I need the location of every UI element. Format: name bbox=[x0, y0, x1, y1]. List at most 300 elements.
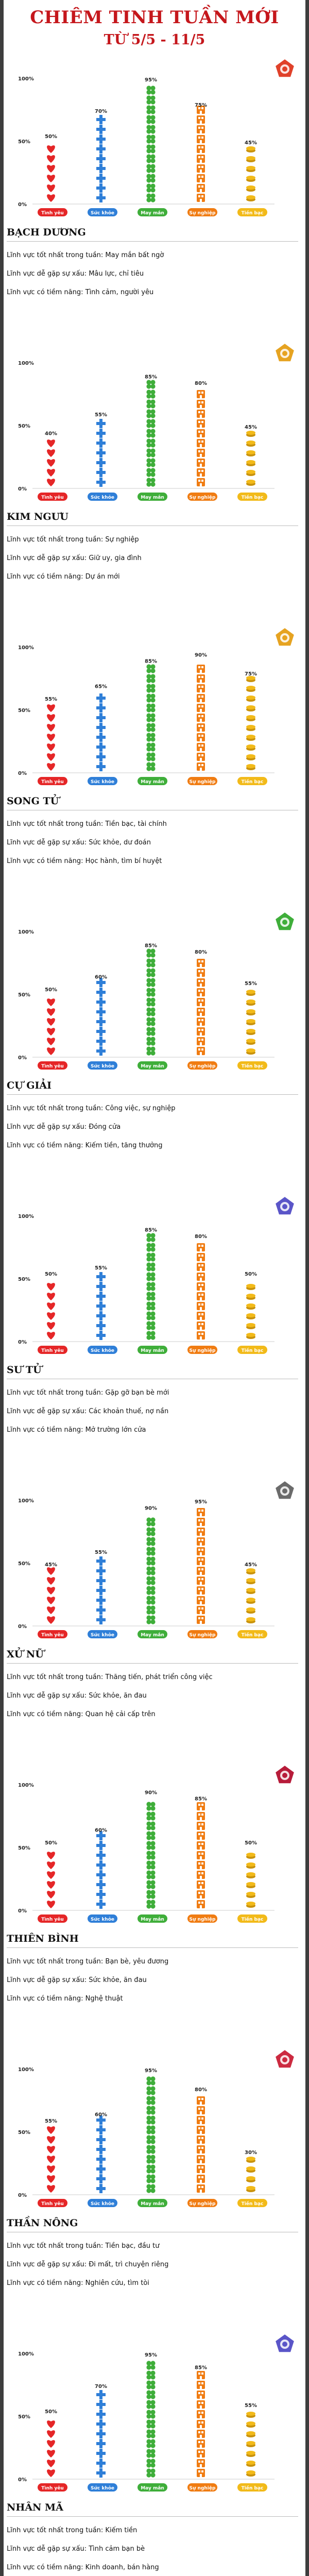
category-label: Tiền bạc bbox=[241, 2201, 264, 2207]
coin-icon bbox=[246, 1853, 255, 1859]
y-tick-label: 100% bbox=[18, 1214, 34, 1219]
forecast-chart bbox=[17, 57, 300, 221]
clover-icon bbox=[146, 997, 155, 1006]
category-label: Tình yêu bbox=[41, 1064, 64, 1069]
cross-icon bbox=[96, 458, 106, 467]
clover-icon bbox=[146, 1586, 155, 1595]
clover-icon bbox=[146, 2155, 155, 2163]
value-label: 50% bbox=[45, 134, 57, 140]
building-icon bbox=[197, 2136, 205, 2144]
category-label: Sự nghiệp bbox=[189, 1064, 216, 1069]
y-tick-label: 100% bbox=[18, 929, 34, 935]
clover-icon bbox=[146, 399, 155, 408]
y-tick-label: 0% bbox=[18, 1624, 27, 1630]
clover-icon bbox=[146, 193, 155, 202]
zodiac-section-gemini bbox=[4, 625, 305, 880]
coin-icon bbox=[246, 1568, 255, 1574]
value-label: 70% bbox=[95, 2384, 107, 2390]
cross-icon bbox=[96, 1870, 106, 1879]
value-label: 95% bbox=[145, 2068, 157, 2074]
forecast-note: Lĩnh vực dễ gặp sự xấu: Đóng cửa bbox=[7, 1123, 121, 1131]
building-icon bbox=[197, 1321, 205, 1330]
zodiac-section-taurus bbox=[4, 341, 305, 596]
value-label: 30% bbox=[245, 2149, 257, 2156]
category-label: May mắn bbox=[141, 1633, 164, 1638]
cross-icon bbox=[96, 2390, 106, 2399]
cross-icon bbox=[96, 183, 106, 193]
cross-icon bbox=[96, 1331, 106, 1340]
value-label: 45% bbox=[245, 140, 257, 146]
clover-icon bbox=[146, 1831, 155, 1840]
forecast-chart bbox=[17, 1763, 300, 1927]
value-label: 85% bbox=[145, 374, 157, 380]
building-icon bbox=[197, 1822, 205, 1830]
clover-icon bbox=[146, 1252, 155, 1261]
building-icon bbox=[197, 1567, 205, 1575]
building-icon bbox=[197, 704, 205, 712]
coin-icon bbox=[246, 705, 255, 711]
cross-icon bbox=[96, 1311, 106, 1320]
clover-icon bbox=[146, 1566, 155, 1575]
category-label: Sự nghiệp bbox=[189, 495, 216, 500]
building-icon bbox=[197, 1841, 205, 1850]
clover-icon bbox=[146, 1615, 155, 1624]
forecast-note: Lĩnh vực dễ gặp sự xấu: Tình cảm bạn bè bbox=[7, 2545, 145, 2553]
clover-icon bbox=[146, 1870, 155, 1879]
category-label: Sức khỏe bbox=[90, 211, 115, 216]
clover-icon bbox=[146, 1311, 155, 1320]
heart-icon bbox=[47, 194, 55, 202]
cross-icon bbox=[96, 2459, 106, 2468]
building-icon bbox=[197, 1273, 205, 1281]
zodiac-section-sagittarius bbox=[4, 2332, 305, 2576]
category-label: Sự nghiệp bbox=[189, 779, 216, 785]
heart-icon bbox=[47, 753, 55, 761]
building-icon bbox=[197, 733, 205, 741]
cross-icon bbox=[96, 2155, 106, 2164]
clover-icon bbox=[146, 174, 155, 182]
cross-icon bbox=[96, 2410, 106, 2419]
cross-icon bbox=[96, 2439, 106, 2448]
clover-icon bbox=[146, 1851, 155, 1859]
value-label: 45% bbox=[245, 1562, 257, 1568]
cross-icon bbox=[96, 1017, 106, 1026]
value-label: 55% bbox=[95, 412, 107, 418]
clover-icon bbox=[146, 448, 155, 457]
building-icon bbox=[197, 184, 205, 192]
heart-icon bbox=[47, 479, 55, 486]
value-label: 80% bbox=[195, 380, 207, 386]
heart-icon bbox=[47, 145, 55, 153]
category-label: Sức khỏe bbox=[90, 1064, 115, 1069]
heart-icon bbox=[47, 2165, 55, 2173]
forecast-note: Lĩnh vực dễ gặp sự xấu: Các khoản thuế, nợ nần bbox=[7, 1408, 169, 1415]
heart-icon bbox=[47, 2460, 55, 2467]
category-label: Tiền bạc bbox=[241, 1633, 264, 1638]
cross-icon bbox=[96, 1321, 106, 1330]
cross-icon bbox=[96, 703, 106, 713]
cross-icon bbox=[96, 693, 106, 703]
building-icon bbox=[197, 468, 205, 477]
sign-name: KIM NGƯU bbox=[7, 511, 68, 522]
clover-icon bbox=[146, 2174, 155, 2183]
cross-icon bbox=[96, 762, 106, 771]
heart-icon bbox=[47, 2430, 55, 2438]
heart-icon bbox=[47, 175, 55, 182]
sign-name: NHÂN MÃ bbox=[7, 2502, 63, 2513]
value-label: 85% bbox=[195, 1796, 207, 1802]
value-label: 85% bbox=[195, 2365, 207, 2371]
forecast-note: Lĩnh vực dễ gặp sự xấu: Sức khỏe, dư đoán bbox=[7, 839, 151, 846]
cross-icon bbox=[96, 1615, 106, 1624]
taurus-emblem-icon bbox=[275, 343, 295, 362]
coin-icon bbox=[246, 176, 255, 182]
clover-icon bbox=[146, 2086, 155, 2095]
forecast-notes bbox=[7, 2521, 295, 2576]
forecast-note: Lĩnh vực tốt nhất trong tuần: Tiền bạc, đầu tư bbox=[7, 2242, 160, 2250]
clover-icon bbox=[146, 1282, 155, 1291]
cross-icon bbox=[96, 723, 106, 732]
cross-icon bbox=[96, 2429, 106, 2438]
building-icon bbox=[197, 1047, 205, 1055]
heart-icon bbox=[47, 184, 55, 192]
clover-icon bbox=[146, 2468, 155, 2477]
forecast-note: Lĩnh vực có tiềm năng: Nghiên cứu, tìm tòi bbox=[7, 2279, 149, 2287]
clover-icon bbox=[146, 2164, 155, 2173]
heart-icon bbox=[47, 1028, 55, 1036]
building-icon bbox=[197, 2449, 205, 2458]
cross-icon bbox=[96, 2400, 106, 2409]
y-tick-label: 0% bbox=[18, 202, 27, 208]
building-icon bbox=[197, 2175, 205, 2183]
clover-icon bbox=[146, 144, 155, 153]
category-label: Tình yêu bbox=[41, 1348, 64, 1353]
cross-icon bbox=[96, 154, 106, 163]
y-tick-label: 0% bbox=[18, 1055, 27, 1061]
clover-icon bbox=[146, 723, 155, 732]
category-label: Tình yêu bbox=[41, 211, 64, 216]
clover-icon bbox=[146, 1331, 155, 1340]
y-tick-label: 100% bbox=[18, 1783, 34, 1788]
coin-icon bbox=[246, 2441, 255, 2447]
heart-icon bbox=[47, 1008, 55, 1016]
clover-icon bbox=[146, 2106, 155, 2114]
cross-icon bbox=[96, 193, 106, 202]
value-label: 90% bbox=[145, 1790, 157, 1796]
clover-icon bbox=[146, 1233, 155, 1242]
building-icon bbox=[197, 1802, 205, 1810]
building-icon bbox=[197, 2184, 205, 2193]
forecast-note: Lĩnh vực tốt nhất trong tuần: Thăng tiến, phát triển công việc bbox=[7, 1673, 213, 1681]
building-icon bbox=[197, 674, 205, 683]
category-label: Tình yêu bbox=[41, 2486, 64, 2491]
clover-icon bbox=[146, 1821, 155, 1830]
heart-icon bbox=[47, 2136, 55, 2144]
building-icon bbox=[197, 400, 205, 408]
forecast-note: Lĩnh vực có tiềm năng: Mở trường lớn cửa bbox=[7, 1426, 146, 1434]
building-icon bbox=[197, 1508, 205, 1516]
clover-icon bbox=[146, 2096, 155, 2105]
clover-icon bbox=[146, 1596, 155, 1604]
building-icon bbox=[197, 694, 205, 702]
y-tick-label: 0% bbox=[18, 486, 27, 492]
forecast-note: Lĩnh vực có tiềm năng: Nghệ thuật bbox=[7, 1995, 123, 2003]
value-label: 85% bbox=[145, 943, 157, 949]
clover-icon bbox=[146, 2370, 155, 2379]
coin-icon bbox=[246, 1872, 255, 1878]
building-icon bbox=[197, 1547, 205, 1555]
value-label: 50% bbox=[45, 987, 57, 993]
coin-icon bbox=[246, 2421, 255, 2428]
building-icon bbox=[197, 1018, 205, 1026]
forecast-note: Lĩnh vực dễ gặp sự xấu: Sức khỏe, ăn đau bbox=[7, 1976, 147, 1984]
clover-icon bbox=[146, 693, 155, 702]
category-label: May mắn bbox=[141, 1348, 164, 1353]
category-label: Sự nghiệp bbox=[189, 1917, 216, 1922]
virgo-emblem-icon bbox=[275, 1481, 295, 1499]
coin-icon bbox=[246, 431, 255, 437]
cross-icon bbox=[96, 2184, 106, 2193]
building-icon bbox=[197, 2106, 205, 2114]
heart-icon bbox=[47, 724, 55, 732]
heart-icon bbox=[47, 2146, 55, 2154]
coin-icon bbox=[246, 2461, 255, 2467]
y-tick-label: 100% bbox=[18, 645, 34, 651]
clover-icon bbox=[146, 2390, 155, 2399]
cross-icon bbox=[96, 1046, 106, 1056]
cross-icon bbox=[96, 1605, 106, 1615]
category-label: May mắn bbox=[141, 2486, 164, 2491]
forecast-chart-svg bbox=[17, 1194, 300, 1358]
clover-icon bbox=[146, 409, 155, 418]
cross-icon bbox=[96, 2125, 106, 2134]
clover-icon bbox=[146, 429, 155, 437]
zodiac-section-libra bbox=[4, 1763, 305, 2018]
forecast-chart bbox=[17, 625, 300, 789]
category-label: Tình yêu bbox=[41, 2201, 64, 2207]
y-tick-label: 50% bbox=[18, 2414, 30, 2420]
section-divider bbox=[7, 1094, 298, 1095]
scorpio-emblem-icon bbox=[275, 2049, 295, 2068]
building-icon bbox=[197, 762, 205, 771]
coin-icon bbox=[246, 1607, 255, 1614]
building-icon bbox=[197, 1518, 205, 1526]
clover-icon bbox=[146, 1900, 155, 1908]
forecast-notes bbox=[7, 531, 295, 586]
building-icon bbox=[197, 1596, 205, 1604]
clover-icon bbox=[146, 762, 155, 771]
building-icon bbox=[197, 439, 205, 447]
building-icon bbox=[197, 2469, 205, 2477]
clover-icon bbox=[146, 1527, 155, 1536]
building-icon bbox=[197, 2155, 205, 2163]
zodiac-section-aries bbox=[4, 57, 305, 312]
cross-icon bbox=[96, 752, 106, 761]
heart-icon bbox=[47, 1587, 55, 1595]
coin-icon bbox=[246, 1333, 255, 1339]
cross-icon bbox=[96, 438, 106, 448]
coin-icon bbox=[246, 195, 255, 201]
building-icon bbox=[197, 1586, 205, 1595]
forecast-chart-svg bbox=[17, 341, 300, 505]
clover-icon bbox=[146, 458, 155, 467]
value-label: 70% bbox=[95, 109, 107, 115]
building-icon bbox=[197, 1557, 205, 1565]
building-icon bbox=[197, 1312, 205, 1320]
category-label: Tiền bạc bbox=[241, 2486, 264, 2491]
coin-icon bbox=[246, 185, 255, 192]
clover-icon bbox=[146, 1046, 155, 1055]
clover-icon bbox=[146, 968, 155, 977]
building-icon bbox=[197, 164, 205, 173]
building-icon bbox=[197, 969, 205, 977]
building-icon bbox=[197, 390, 205, 398]
clover-icon bbox=[146, 1301, 155, 1310]
cross-icon bbox=[96, 1890, 106, 1899]
clover-icon bbox=[146, 2380, 155, 2389]
forecast-notes bbox=[7, 1384, 295, 1439]
coin-icon bbox=[246, 715, 255, 721]
cross-icon bbox=[96, 448, 106, 457]
sagittarius-emblem-icon bbox=[275, 2334, 295, 2352]
heart-icon bbox=[47, 1616, 55, 1624]
clover-icon bbox=[146, 125, 155, 133]
building-icon bbox=[197, 2420, 205, 2428]
building-icon bbox=[197, 1282, 205, 1291]
value-label: 60% bbox=[95, 974, 107, 980]
forecast-note: Lĩnh vực dễ gặp sự xấu: Đi mất, trì chuyện riêng bbox=[7, 2261, 169, 2268]
y-tick-label: 100% bbox=[18, 1498, 34, 1504]
forecast-chart-svg bbox=[17, 2332, 300, 2496]
clover-icon bbox=[146, 2115, 155, 2124]
clover-icon bbox=[146, 2361, 155, 2369]
forecast-note: Lĩnh vực có tiềm năng: Tình cảm, người yêu bbox=[7, 289, 154, 296]
heart-icon bbox=[47, 763, 55, 771]
clover-icon bbox=[146, 988, 155, 996]
category-label: Sức khỏe bbox=[90, 779, 115, 785]
libra-emblem-icon bbox=[275, 1765, 295, 1784]
coin-icon bbox=[246, 1588, 255, 1594]
cross-icon bbox=[96, 1301, 106, 1311]
building-icon bbox=[197, 1861, 205, 1869]
y-tick-label: 100% bbox=[18, 361, 34, 366]
category-label: Sự nghiệp bbox=[189, 2201, 216, 2207]
building-icon bbox=[197, 1900, 205, 1908]
coin-icon bbox=[246, 999, 255, 1006]
cross-icon bbox=[96, 988, 106, 997]
heart-icon bbox=[47, 1597, 55, 1604]
category-label: Sức khỏe bbox=[90, 495, 115, 500]
building-icon bbox=[197, 125, 205, 133]
coin-icon bbox=[246, 744, 255, 751]
coin-icon bbox=[246, 990, 255, 996]
heart-icon bbox=[47, 1861, 55, 1869]
building-icon bbox=[197, 998, 205, 1006]
building-icon bbox=[197, 2410, 205, 2418]
cross-icon bbox=[96, 144, 106, 154]
cross-icon bbox=[96, 1292, 106, 1301]
y-tick-label: 100% bbox=[18, 2067, 34, 2073]
zodiac-section-virgo bbox=[4, 1479, 305, 1734]
coin-icon bbox=[246, 1882, 255, 1888]
coin-icon bbox=[246, 735, 255, 741]
forecast-note: Lĩnh vực tốt nhất trong tuần: Bạn bè, yêu đương bbox=[7, 1958, 169, 1965]
value-label: 55% bbox=[245, 980, 257, 987]
coin-icon bbox=[246, 764, 255, 770]
sign-name: THẦN NÔNG bbox=[7, 2217, 78, 2229]
heart-icon bbox=[47, 2156, 55, 2163]
clover-icon bbox=[146, 2439, 155, 2448]
y-tick-label: 0% bbox=[18, 2477, 27, 2483]
building-icon bbox=[197, 1880, 205, 1889]
cross-icon bbox=[96, 1860, 106, 1870]
building-icon bbox=[197, 1528, 205, 1536]
heart-icon bbox=[47, 1891, 55, 1899]
clover-icon bbox=[146, 2076, 155, 2085]
y-tick-label: 50% bbox=[18, 139, 30, 145]
building-icon bbox=[197, 1871, 205, 1879]
building-icon bbox=[197, 743, 205, 751]
clover-icon bbox=[146, 86, 155, 94]
coin-icon bbox=[246, 440, 255, 447]
clover-icon bbox=[146, 1243, 155, 1251]
forecast-notes bbox=[7, 1953, 295, 2008]
cross-icon bbox=[96, 1596, 106, 1605]
heart-icon bbox=[47, 2175, 55, 2183]
clover-icon bbox=[146, 752, 155, 761]
cross-icon bbox=[96, 478, 106, 487]
clover-icon bbox=[146, 154, 155, 163]
value-label: 50% bbox=[45, 1840, 57, 1846]
forecast-note: Lĩnh vực dễ gặp sự xấu: Mâu lực, chỉ tiêu bbox=[7, 270, 144, 278]
value-label: 55% bbox=[95, 1265, 107, 1271]
clover-icon bbox=[146, 1537, 155, 1546]
clover-icon bbox=[146, 1007, 155, 1016]
clover-icon bbox=[146, 1292, 155, 1300]
clover-icon bbox=[146, 664, 155, 673]
y-tick-label: 50% bbox=[18, 423, 30, 429]
forecast-note: Lĩnh vực tốt nhất trong tuần: May mắn bất ngờ bbox=[7, 251, 164, 259]
horoscope-page bbox=[4, 0, 305, 2576]
heart-icon bbox=[47, 1312, 55, 1320]
coin-icon bbox=[246, 2412, 255, 2418]
building-icon bbox=[197, 988, 205, 996]
clover-icon bbox=[146, 684, 155, 692]
y-tick-label: 0% bbox=[18, 1908, 27, 1914]
building-icon bbox=[197, 145, 205, 153]
building-icon bbox=[197, 1253, 205, 1261]
value-label: 95% bbox=[195, 1499, 207, 1505]
clover-icon bbox=[146, 1272, 155, 1281]
building-icon bbox=[197, 2439, 205, 2448]
cross-icon bbox=[96, 115, 106, 124]
cross-icon bbox=[96, 2135, 106, 2144]
sign-name: BẠCH DƯƠNG bbox=[7, 227, 86, 238]
heart-icon bbox=[47, 1038, 55, 1045]
coin-icon bbox=[246, 754, 255, 760]
value-label: 50% bbox=[45, 2409, 57, 2415]
coin-icon bbox=[246, 696, 255, 702]
forecast-chart-svg bbox=[17, 625, 300, 789]
building-icon bbox=[197, 2126, 205, 2134]
coin-icon bbox=[246, 1039, 255, 1045]
building-icon bbox=[197, 1851, 205, 1859]
heart-icon bbox=[47, 2450, 55, 2458]
clover-icon bbox=[146, 1556, 155, 1565]
clover-icon bbox=[146, 2419, 155, 2428]
clover-icon bbox=[146, 164, 155, 173]
clover-icon bbox=[146, 948, 155, 957]
